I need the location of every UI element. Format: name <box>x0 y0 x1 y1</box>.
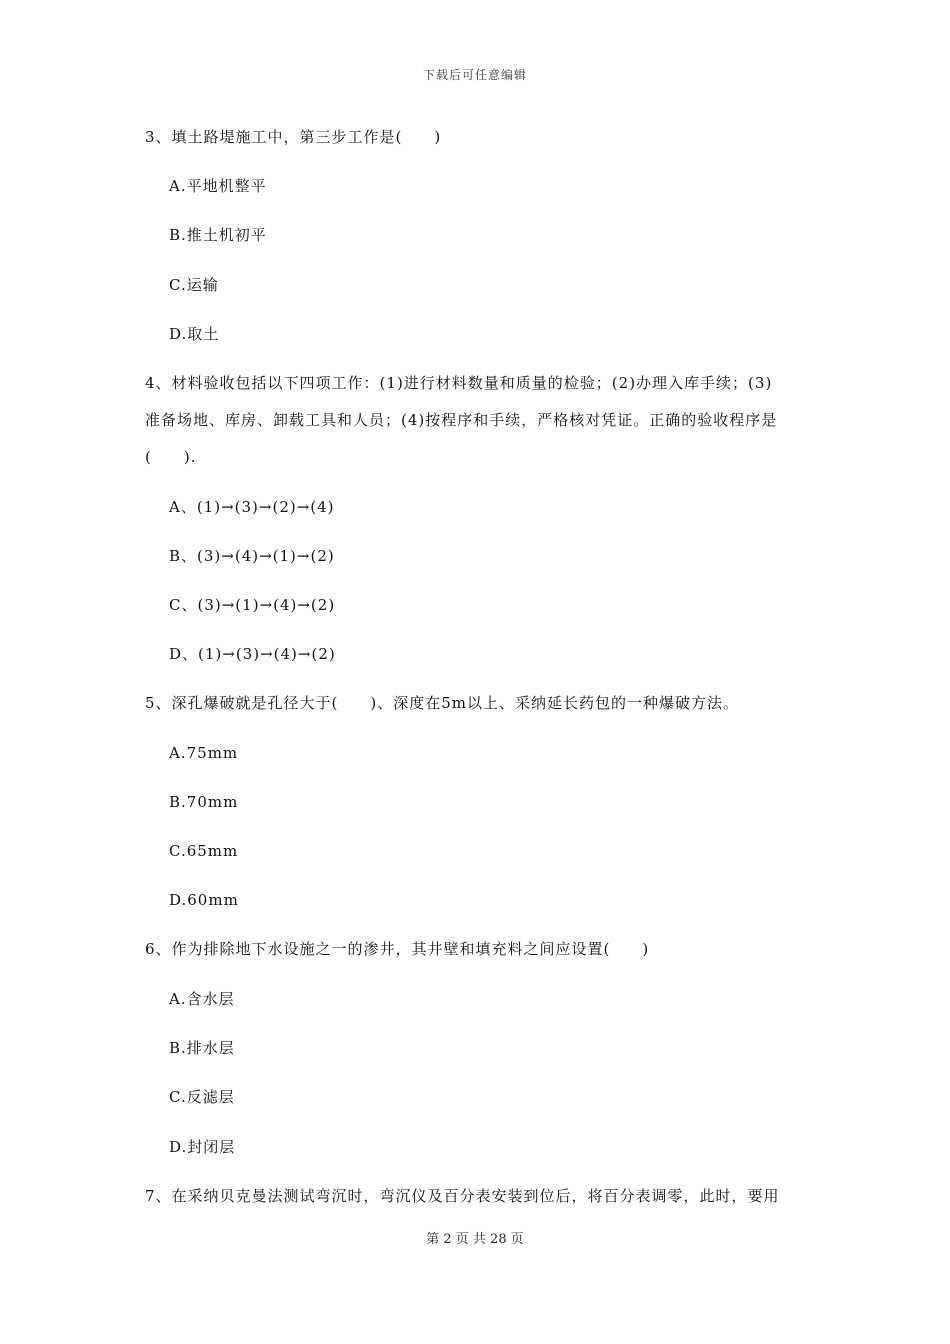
question-4-option-d: D、(1)→(3)→(4)→(2) <box>169 645 336 663</box>
question-6-option-a: A.含水层 <box>169 990 235 1008</box>
question-5-option-d: D.60mm <box>169 891 239 909</box>
question-3-stem: 3、填土路堤施工中，第三步工作是( ) <box>145 128 442 146</box>
question-4-stem-line-3: ( ). <box>145 448 197 466</box>
question-3-option-a: A.平地机整平 <box>169 177 267 195</box>
question-3-option-b: B.推土机初平 <box>169 226 267 244</box>
question-6-option-b: B.排水层 <box>169 1039 235 1057</box>
question-4-option-b: B、(3)→(4)→(1)→(2) <box>169 547 335 565</box>
question-5-option-b: B.70mm <box>169 793 239 811</box>
page-header: 下载后可任意编辑 <box>422 68 527 82</box>
question-4-stem-line-1: 4、材料验收包括以下四项工作：(1)进行材料数量和质量的检验；(2)办理入库手续；(3) <box>145 374 773 392</box>
question-5-stem: 5、深孔爆破就是孔径大于( )、深度在5m以上、采纳延长药包的一种爆破方法。 <box>145 694 740 712</box>
question-4-stem-line-2: 准备场地、库房、卸载工具和人员；(4)按程序和手续，严格核对凭证。正确的验收程序是 <box>145 411 778 429</box>
question-4-option-a: A、(1)→(3)→(2)→(4) <box>169 498 335 516</box>
question-5-option-c: C.65mm <box>169 842 239 860</box>
question-6-option-d: D.封闭层 <box>169 1138 236 1156</box>
question-3-option-c: C.运输 <box>169 276 219 294</box>
question-4-option-c: C、(3)→(1)→(4)→(2) <box>169 596 336 614</box>
question-3-option-d: D.取土 <box>169 325 220 343</box>
question-7-stem: 7、在采纳贝克曼法测试弯沉时，弯沉仪及百分表安装到位后，将百分表调零，此时，要用 <box>145 1187 780 1205</box>
question-5-option-a: A.75mm <box>169 744 239 762</box>
page-footer: 第 2 页 共 28 页 <box>426 1232 524 1247</box>
question-6-stem: 6、作为排除地下水设施之一的渗井，其井壁和填充料之间应设置( ) <box>145 940 650 958</box>
question-6-option-c: C.反滤层 <box>169 1088 235 1106</box>
